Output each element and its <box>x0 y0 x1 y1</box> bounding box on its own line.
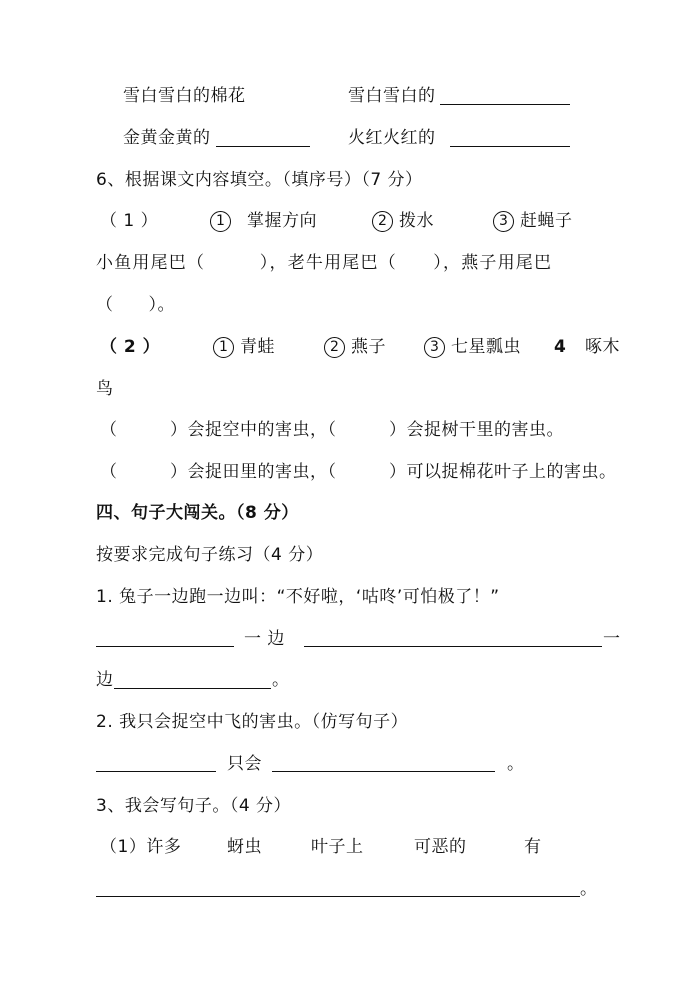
circled-number-icon: 1 <box>210 211 231 232</box>
answer-blank[interactable] <box>96 646 234 647</box>
item-3-label: （1）许多 <box>100 837 182 857</box>
option-text-continued: 鸟 <box>96 379 114 399</box>
word-card: 有 <box>524 837 542 857</box>
part-2-label: （ 2 ） <box>100 337 161 357</box>
answer-blank[interactable] <box>96 771 216 772</box>
sentence-line: （ ）。 <box>96 295 175 315</box>
option-number: 4 <box>554 337 567 357</box>
sentence-end: 。 <box>272 670 290 690</box>
answer-blank[interactable] <box>216 146 310 147</box>
answer-blank[interactable] <box>96 896 580 897</box>
section-4-subtitle: 按要求完成句子练习（4 分） <box>96 545 324 565</box>
word-card: 叶子上 <box>311 837 364 857</box>
option <box>324 337 386 358</box>
option <box>424 337 521 358</box>
item-2-word: 只会 <box>227 754 262 774</box>
sentence-end: 。 <box>580 879 598 899</box>
item-2-prompt: 2. 我只会捉空中飞的害虫。（仿写句子） <box>96 712 409 732</box>
option-text: 啄木 <box>585 337 620 357</box>
circled-number-icon: 2 <box>324 337 345 358</box>
option-text: 七星瓢虫 <box>451 337 521 357</box>
option-text: 掌握方向 <box>247 211 317 231</box>
circled-number-icon: 3 <box>493 211 514 232</box>
item-3-title: 3、我会写句子。（4 分） <box>96 796 292 816</box>
item-1-word: 一 边 <box>244 629 285 649</box>
word-card: 可恶的 <box>414 837 467 857</box>
option <box>213 337 275 358</box>
option <box>210 211 317 232</box>
question-6-title: 6、根据课文内容填空。（填序号）（7 分） <box>96 170 423 190</box>
fill-phrase-1: 雪白雪白的棉花 <box>123 86 246 106</box>
sentence-end: 。 <box>507 754 525 774</box>
part-1-label: （ 1 ） <box>100 211 159 231</box>
option-text: 拨水 <box>399 211 434 231</box>
option <box>493 211 573 232</box>
section-4-title: 四、句子大闯关。（8 分） <box>96 503 299 523</box>
sentence-line: （ ）会捉空中的害虫，（ ）会捉树干里的害虫。 <box>100 420 564 440</box>
fill-phrase-4: 火红火红的 <box>348 128 436 148</box>
item-1-prompt: 1. 兔子一边跑一边叫：“不好啦，‘咕咚’可怕极了！” <box>96 587 500 607</box>
fill-phrase-3: 金黄金黄的 <box>123 128 211 148</box>
sentence-line: 小鱼用尾巴（ ），老牛用尾巴（ ），燕子用尾巴 <box>96 253 553 273</box>
circled-number-icon: 3 <box>424 337 445 358</box>
sentence-line: （ ）会捉田里的害虫，（ ）可以捉棉花叶子上的害虫。 <box>100 462 617 482</box>
circled-number-icon: 2 <box>372 211 393 232</box>
word-card: 蚜虫 <box>227 837 262 857</box>
answer-blank[interactable] <box>450 146 570 147</box>
option-text: 青蛙 <box>240 337 275 357</box>
option-text: 燕子 <box>351 337 386 357</box>
answer-blank[interactable] <box>304 646 602 647</box>
option <box>372 211 434 232</box>
circled-number-icon: 1 <box>213 337 234 358</box>
item-1-word: 边 <box>96 670 114 690</box>
answer-blank[interactable] <box>272 771 495 772</box>
fill-phrase-2: 雪白雪白的 <box>348 86 436 106</box>
option-text: 赶蝇子 <box>520 211 573 231</box>
answer-blank[interactable] <box>114 688 271 689</box>
item-1-word: 一 <box>603 629 621 649</box>
answer-blank[interactable] <box>440 104 570 105</box>
